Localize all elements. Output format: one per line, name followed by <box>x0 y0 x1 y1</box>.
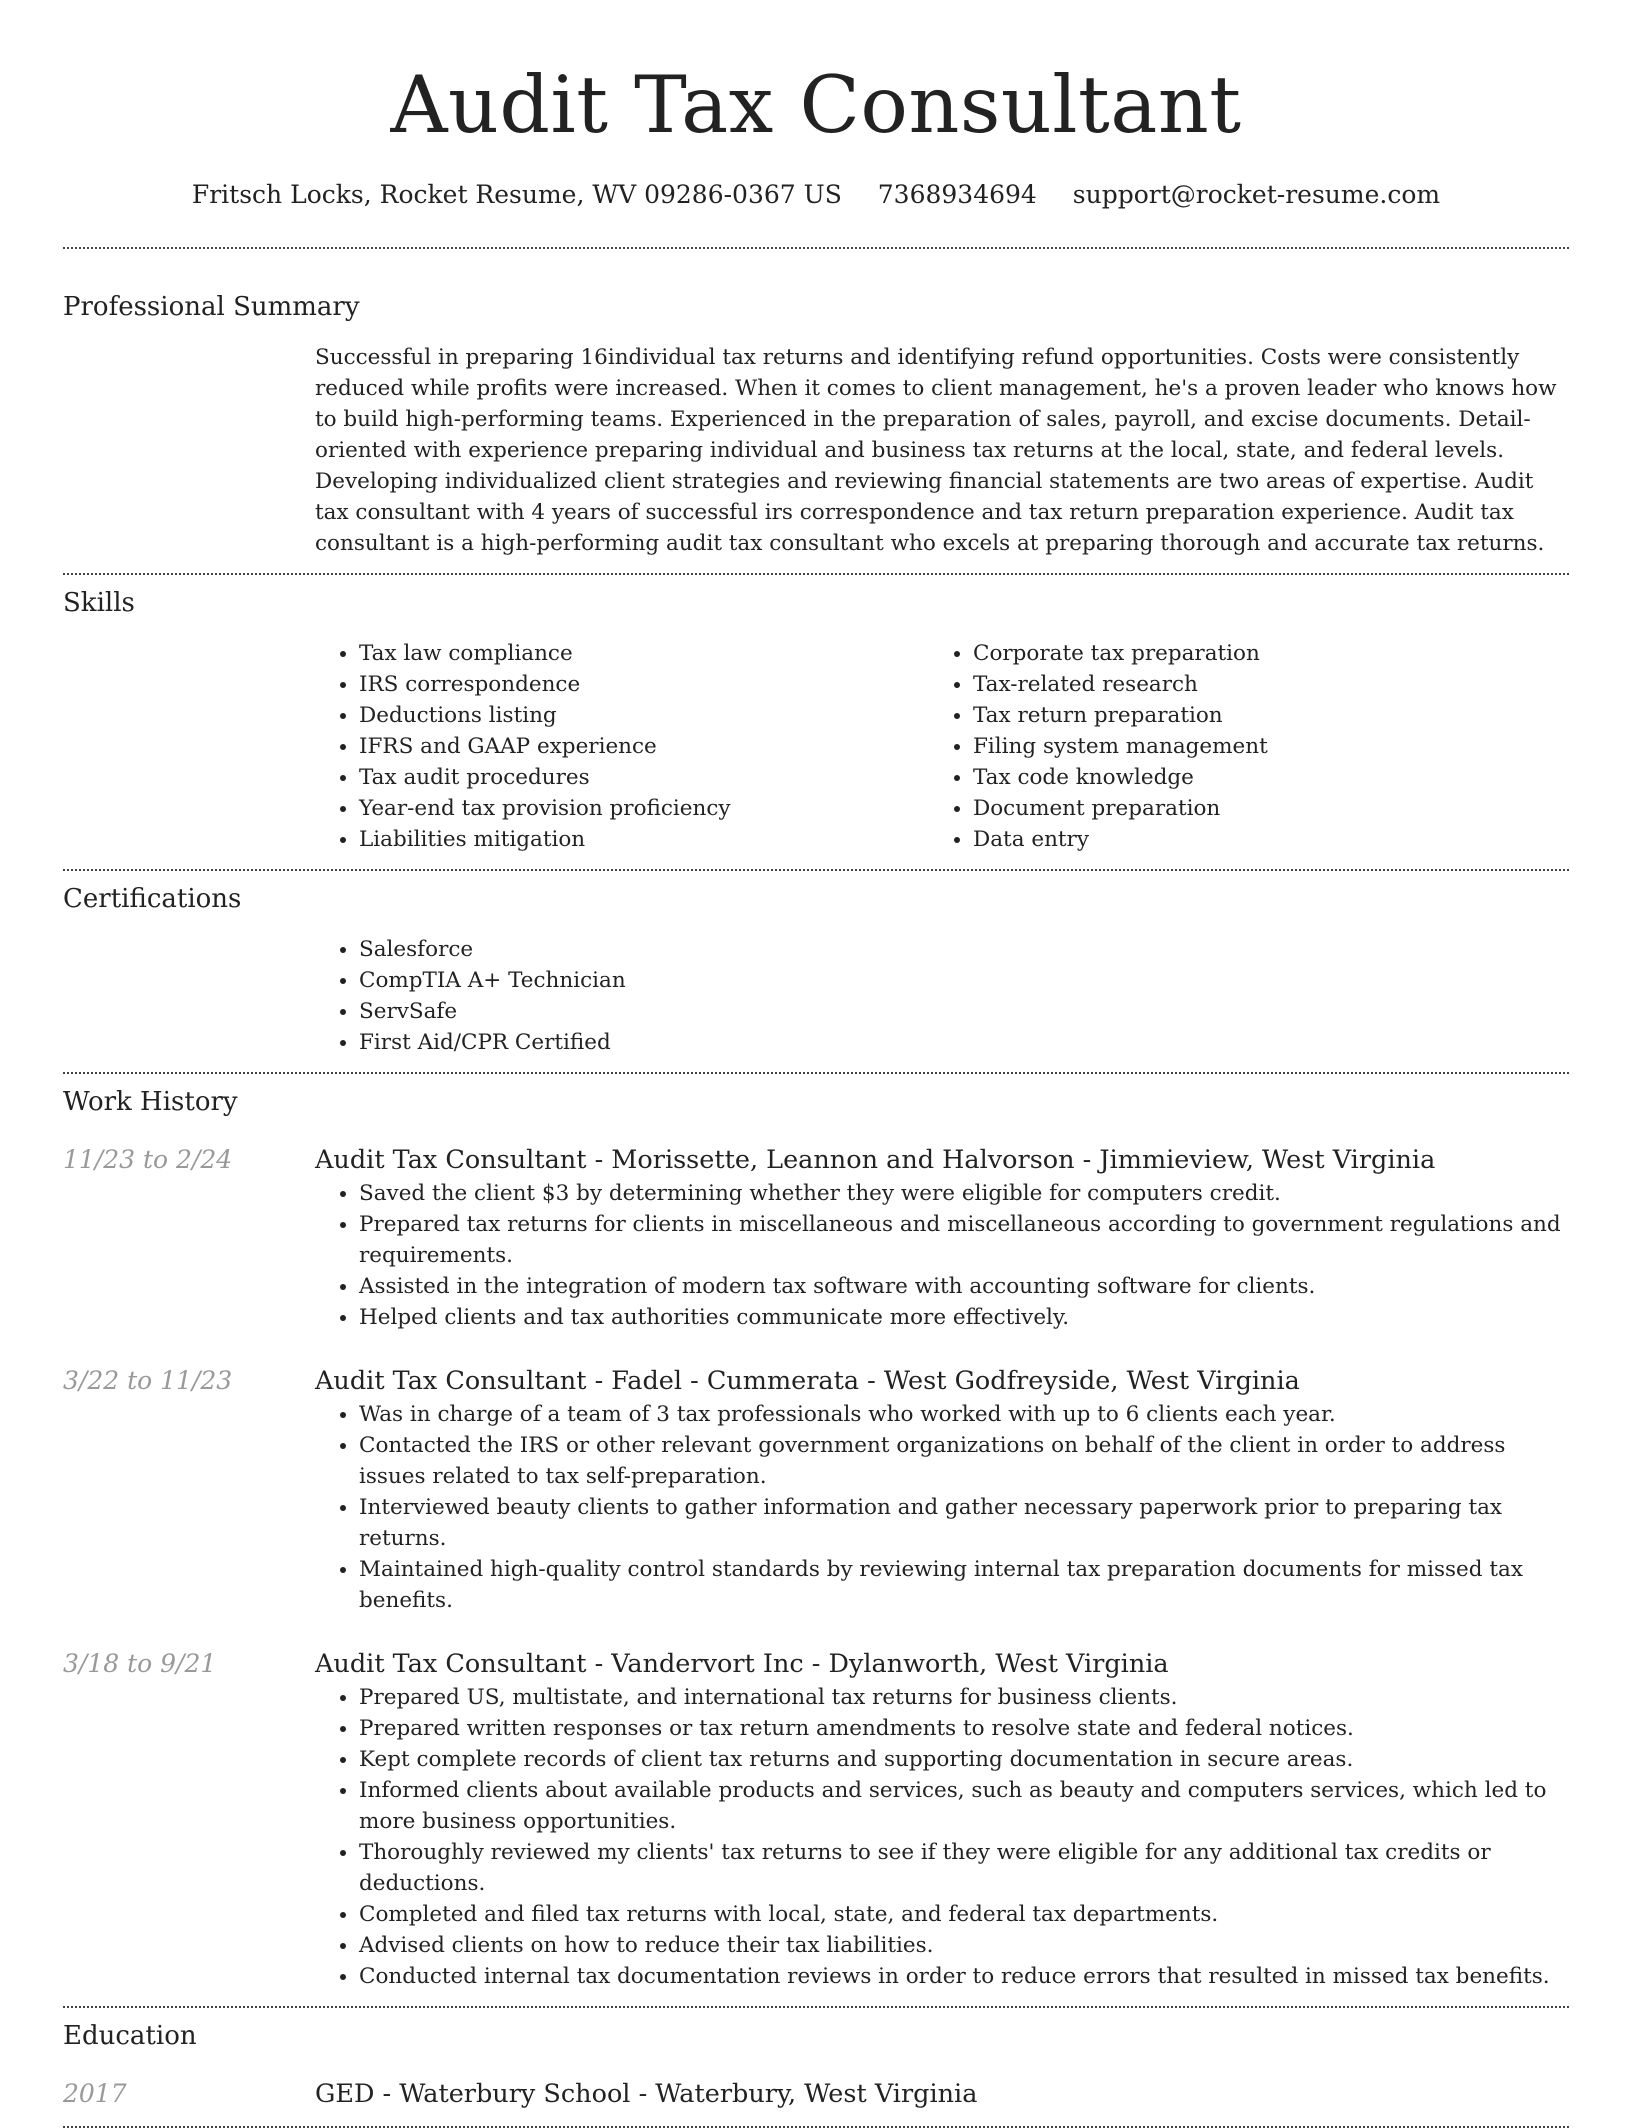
education-details <box>315 2076 1569 2112</box>
divider <box>63 869 1569 871</box>
job-bullet: • Informed clients about available products and services, such as beauty and computers services, which led to more business opportunities. <box>359 1775 1569 1837</box>
contact-line <box>63 177 1569 213</box>
divider <box>63 573 1569 575</box>
skill-item: • Deductions listing <box>359 700 929 731</box>
skill-item: • Tax law compliance <box>359 638 929 669</box>
skill-item: • Data entry <box>973 824 1543 855</box>
education-title-line: GED - Waterbury School - Waterbury, West Virginia <box>315 2079 978 2109</box>
job-entry <box>63 1646 1569 1992</box>
contact-address: Fritsch Locks, Rocket Resume, WV 09286-0367 US <box>191 180 842 209</box>
job-bullet: • Helped clients and tax authorities communicate more effectively. <box>359 1302 1569 1333</box>
job-title: Audit Tax Consultant - Morissette, Leannon and Halvorson - Jimmieview, West Virginia <box>315 1145 1436 1175</box>
summary-text: Successful in preparing 16individual tax returns and identifying refund opportunities. Costs were consistently reduced while profits were increased. When it comes to client management, he's a proven leader who knows how to build high-performing teams. Experienced in the preparation of sales, payroll, and excise documents. Detail-oriented with experience preparing individual and business tax returns at the local, state, and federal levels. Developing individualized client strategies and reviewing financial statements are two areas of expertise. Audit tax consultant with 4 years of successful irs correspondence and tax return preparation experience. Audit tax consultant is a high-performing audit tax consultant who excels at preparing thorough and accurate tax returns. <box>315 345 1557 556</box>
certification-item: • First Aid/CPR Certified <box>359 1027 1569 1058</box>
skills-list <box>315 638 1569 855</box>
skill-item: • Filing system management <box>973 731 1543 762</box>
job-bullet: • Prepared written responses or tax return amendments to resolve state and federal notices. <box>359 1713 1569 1744</box>
job-bullets <box>315 1682 1569 1992</box>
skill-item: • Tax return preparation <box>973 700 1543 731</box>
job-details <box>315 1646 1569 1992</box>
job-bullet: • Conducted internal tax documentation reviews in order to reduce errors that resulted in missed tax benefits. <box>359 1961 1569 1992</box>
job-bullet: • Maintained high-quality control standards by reviewing internal tax preparation documents for missed tax benefits. <box>359 1554 1569 1616</box>
education-entry <box>63 2076 1569 2112</box>
skill-item: • IFRS and GAAP experience <box>359 731 929 762</box>
job-bullet: • Prepared tax returns for clients in miscellaneous and miscellaneous according to government regulations and requirements. <box>359 1209 1569 1271</box>
job-bullet: • Assisted in the integration of modern tax software with accounting software for clients. <box>359 1271 1569 1302</box>
certification-item: • CompTIA A+ Technician <box>359 965 1569 996</box>
skills-column-right <box>929 638 1543 855</box>
divider <box>63 247 1569 249</box>
job-entry <box>63 1363 1569 1616</box>
contact-email: support@rocket-resume.com <box>1072 180 1441 209</box>
job-bullet: • Thoroughly reviewed my clients' tax returns to see if they were eligible for any additional tax credits or deductions. <box>359 1837 1569 1899</box>
contact-phone: 7368934694 <box>877 180 1037 209</box>
job-bullet: • Advised clients on how to reduce their tax liabilities. <box>359 1930 1569 1961</box>
job-bullet: • Kept complete records of client tax returns and supporting documentation in secure areas. <box>359 1744 1569 1775</box>
skill-item: • Tax code knowledge <box>973 762 1543 793</box>
education-year: 2017 <box>63 2079 127 2108</box>
certification-item: • ServSafe <box>359 996 1569 1027</box>
skill-item: • IRS correspondence <box>359 669 929 700</box>
job-title: Audit Tax Consultant - Fadel - Cummerata - West Godfreyside, West Virginia <box>315 1366 1300 1396</box>
skills-title: Skills <box>63 588 135 618</box>
job-bullets <box>315 1178 1569 1333</box>
job-bullet: • Completed and filed tax returns with local, state, and federal tax departments. <box>359 1899 1569 1930</box>
job-title: Audit Tax Consultant - Vandervort Inc - Dylanworth, West Virginia <box>315 1649 1169 1679</box>
job-bullet: • Was in charge of a team of 3 tax professionals who worked with up to 6 clients each year. <box>359 1399 1569 1430</box>
job-bullet: • Contacted the IRS or other relevant government organizations on behalf of the client in order to address issues related to tax self-preparation. <box>359 1430 1569 1492</box>
resume-name: Audit Tax Consultant <box>390 59 1242 151</box>
job-dates: 3/22 to 11/23 <box>63 1366 233 1395</box>
certifications-title: Certifications <box>63 884 242 914</box>
job-details <box>315 1363 1569 1616</box>
skill-item: • Corporate tax preparation <box>973 638 1543 669</box>
divider <box>63 2006 1569 2008</box>
job-bullet: • Prepared US, multistate, and international tax returns for business clients. <box>359 1682 1569 1713</box>
job-dates: 11/23 to 2/24 <box>63 1145 233 1174</box>
skill-item: • Tax-related research <box>973 669 1543 700</box>
job-bullet: • Interviewed beauty clients to gather information and gather necessary paperwork prior to preparing tax returns. <box>359 1492 1569 1554</box>
job-entry <box>63 1142 1569 1333</box>
job-details <box>315 1142 1569 1333</box>
skill-item: • Tax audit procedures <box>359 762 929 793</box>
education-title: Education <box>63 2021 197 2051</box>
divider <box>63 1072 1569 1074</box>
job-dates: 3/18 to 9/21 <box>63 1649 217 1678</box>
job-bullets <box>315 1399 1569 1616</box>
work-history-title: Work History <box>63 1087 238 1117</box>
summary-title: Professional Summary <box>63 292 360 322</box>
skills-column-left <box>315 638 929 855</box>
skill-item: • Document preparation <box>973 793 1543 824</box>
skill-item: • Liabilities mitigation <box>359 824 929 855</box>
certification-item: • Salesforce <box>359 934 1569 965</box>
job-bullet: • Saved the client $3 by determining whether they were eligible for computers credit. <box>359 1178 1569 1209</box>
certifications-list <box>315 934 1569 1058</box>
skill-item: • Year-end tax provision proficiency <box>359 793 929 824</box>
